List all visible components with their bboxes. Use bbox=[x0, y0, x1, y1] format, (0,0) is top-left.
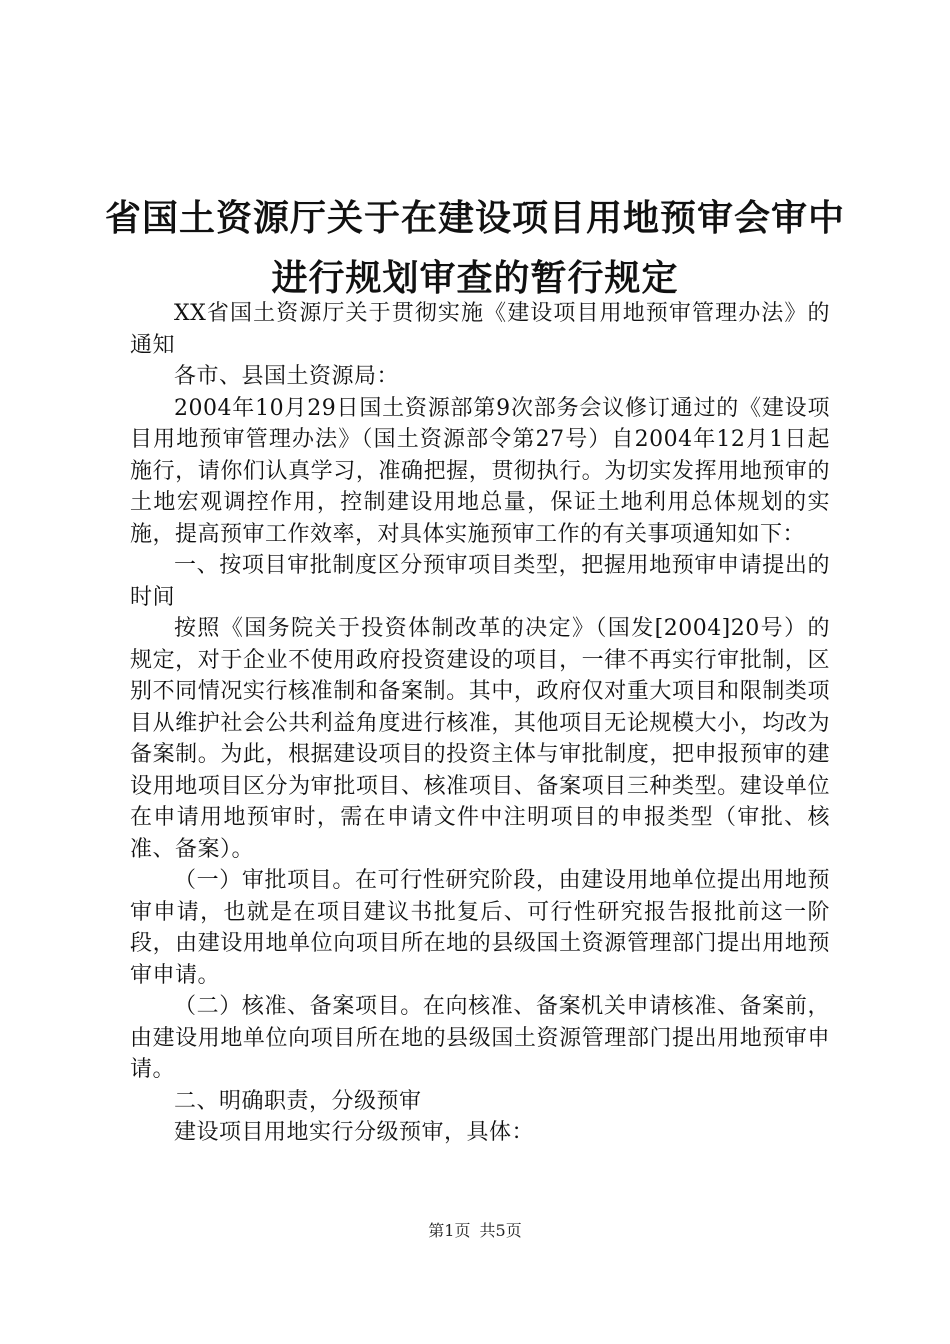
intro-paragraph: 2004年10月29日国土资源部第9次部务会议修订通过的《建设项目用地预审管理办法》（国土资源部令第27号）自2004年12月1日起施行，请你们认真学习，准确把握，贯彻执行。为切实发挥用地预审的土地宏观调控作用，控制建设用地总量，保证土地利用总体规划的实施，提高预审工作效率，对具体实施预审工作的有关事项通知如下： bbox=[130, 395, 830, 547]
page-total: 共5页 bbox=[479, 1221, 522, 1240]
document-title-line-1: 省国土资源厅关于在建设项目用地预审会审中 bbox=[104, 198, 845, 239]
section-1-paragraph: 按照《国务院关于投资体制改革的决定》（国发[2004]20号）的规定，对于企业不使用政府投资建设的项目，一律不再实行审批制，区别不同情况实行核准制和备案制。其中，政府仅对重大项目和限制类项目从维护社会公共利益角度进行核准，其他项目无论规模大小，均改为备案制。为此，根据建设项目的投资主体与审批制度，把申报预审的建设用地项目区分为审批项目、核准项目、备案项目三种类型。建设单位在申请用地预审时，需在申请文件中注明项目的申报类型（审批、核准、备案）。 bbox=[130, 616, 830, 862]
notice-heading: XX省国土资源厅关于贯彻实施《建设项目用地预审管理办法》的通知 bbox=[130, 301, 830, 358]
salutation: 各市、县国土资源局： bbox=[174, 364, 400, 389]
item-approval-projects: （一）审批项目。在可行性研究阶段，由建设用地单位提出用地预审申请，也就是在项目建议书批复后、可行性研究报告报批前这一阶段，由建设用地单位向项目所在地的县级国土资源管理部门提出用地预审申请。 bbox=[130, 868, 830, 988]
document-title-line-2: 进行规划审查的暂行规定 bbox=[271, 258, 679, 299]
section-heading-1: 一、按项目审批制度区分预审项目类型，把握用地预审申请提出的时间 bbox=[130, 553, 830, 610]
page-number: 第1页 bbox=[428, 1221, 471, 1240]
section-heading-2: 二、明确职责，分级预审 bbox=[174, 1088, 422, 1114]
item-verified-filed-projects: （二）核准、备案项目。在向核准、备案机关申请核准、备案前，由建设用地单位向项目所在地的县级国土资源管理部门提出用地预审申请。 bbox=[130, 994, 830, 1082]
section-2-paragraph: 建设项目用地实行分级预审，具体： bbox=[174, 1120, 535, 1145]
page-footer bbox=[0, 1218, 950, 1241]
document-body bbox=[130, 298, 830, 1149]
